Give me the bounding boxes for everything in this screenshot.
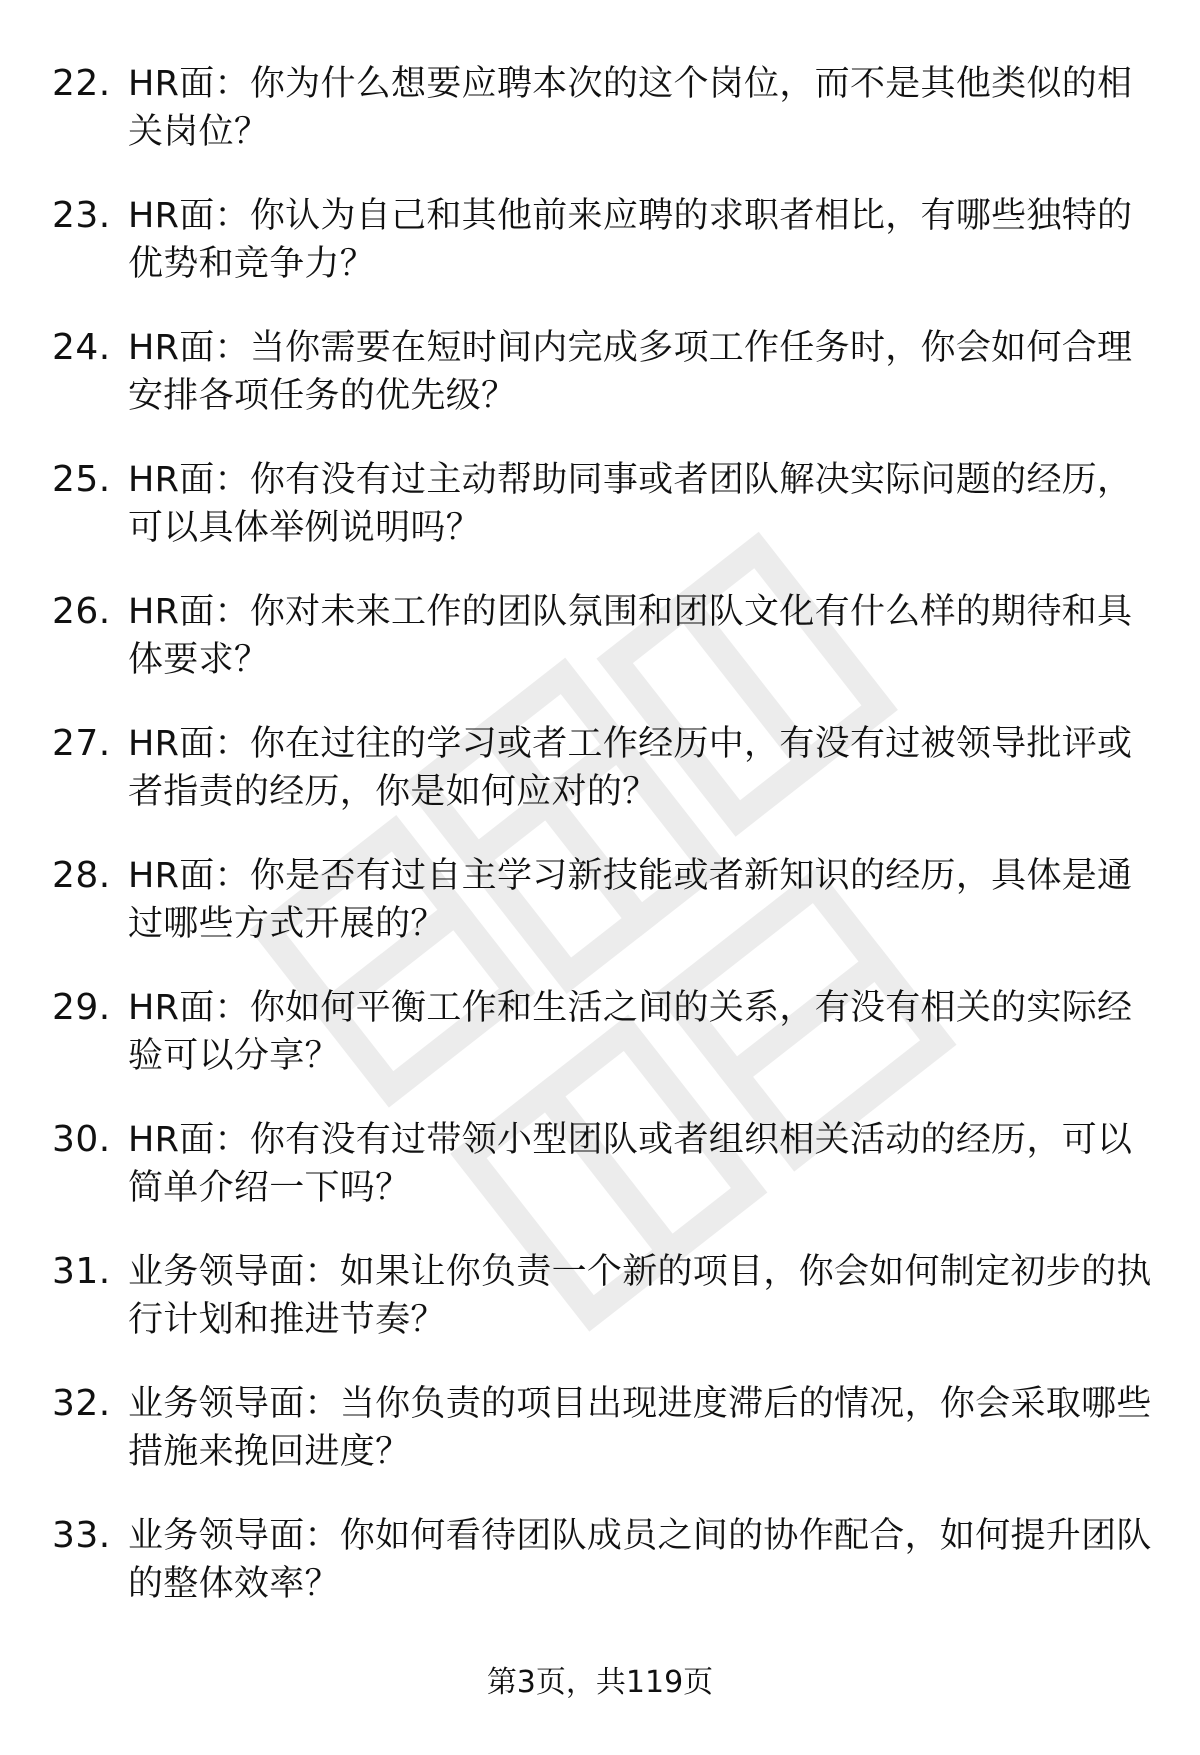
question-item — [0, 980, 1200, 1112]
question-text: HR面：你如何平衡工作和生活之间的关系，有没有相关的实际经验可以分享？ — [128, 988, 1133, 1076]
question-text: HR面：你认为自己和其他前来应聘的求职者相比，有哪些独特的优势和竞争力？ — [128, 196, 1133, 284]
question-item — [0, 1508, 1200, 1640]
question-number: 33. — [52, 1515, 111, 1556]
question-number: 28. — [52, 855, 111, 896]
question-number: 30. — [52, 1119, 111, 1160]
question-item — [0, 452, 1200, 584]
page-number: 第3页，共119页 — [486, 1665, 714, 1700]
question-number: 24. — [52, 327, 111, 368]
question-item — [0, 1376, 1200, 1508]
question-item — [0, 848, 1200, 980]
question-number: 27. — [52, 723, 111, 764]
question-item — [0, 584, 1200, 716]
question-number: 29. — [52, 987, 111, 1028]
question-number: 22. — [52, 63, 111, 104]
question-number: 26. — [52, 591, 111, 632]
question-text: HR面：你是否有过自主学习新技能或者新知识的经历，具体是通过哪些方式开展的？ — [128, 856, 1133, 944]
question-text: HR面：你为什么想要应聘本次的这个岗位，而不是其他类似的相关岗位？ — [128, 64, 1133, 152]
question-list — [0, 56, 1200, 1640]
question-item — [0, 1112, 1200, 1244]
question-item — [0, 1244, 1200, 1376]
question-text: HR面：你对未来工作的团队氛围和团队文化有什么样的期待和具体要求？ — [128, 592, 1133, 680]
question-number: 23. — [52, 195, 111, 236]
question-text: HR面：当你需要在短时间内完成多项工作任务时，你会如何合理安排各项任务的优先级？ — [128, 328, 1133, 416]
question-number: 31. — [52, 1251, 111, 1292]
question-text: HR面：你在过往的学习或者工作经历中，有没有过被领导批评或者指责的经历，你是如何应对的？ — [128, 724, 1133, 812]
question-text: HR面：你有没有过主动帮助同事或者团队解决实际问题的经历，可以具体举例说明吗？ — [128, 460, 1133, 548]
question-text: 业务领导面：如果让你负责一个新的项目，你会如何制定初步的执行计划和推进节奏？ — [128, 1252, 1152, 1340]
question-item — [0, 320, 1200, 452]
question-text: 业务领导面：当你负责的项目出现进度滞后的情况，你会采取哪些措施来挽回进度？ — [128, 1384, 1152, 1472]
question-item — [0, 188, 1200, 320]
question-number: 25. — [52, 459, 111, 500]
question-item — [0, 56, 1200, 188]
question-text: HR面：你有没有过带领小型团队或者组织相关活动的经历，可以简单介绍一下吗？ — [128, 1120, 1133, 1208]
question-item — [0, 716, 1200, 848]
question-number: 32. — [52, 1383, 111, 1424]
question-text: 业务领导面：你如何看待团队成员之间的协作配合，如何提升团队的整体效率？ — [128, 1516, 1152, 1604]
